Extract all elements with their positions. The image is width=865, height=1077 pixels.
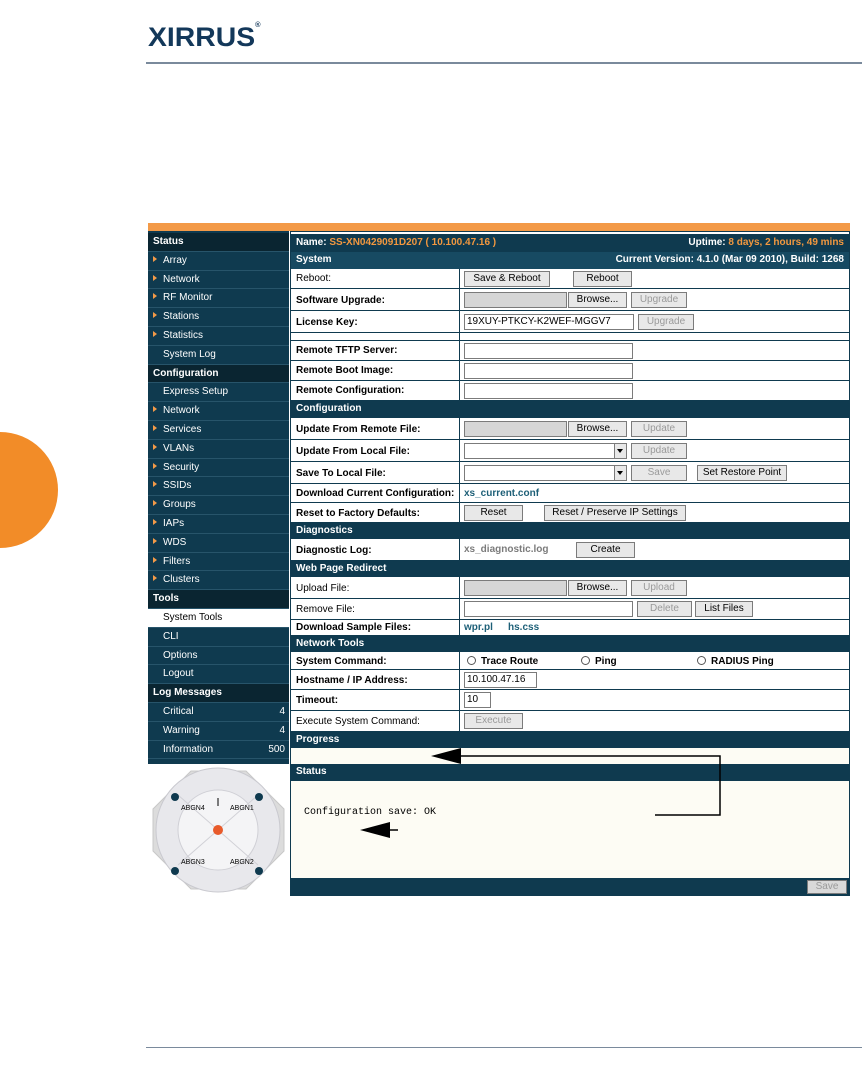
row-remote-tftp	[291, 341, 849, 361]
section-network-tools: Network Tools	[291, 636, 849, 652]
timeout-label: Timeout:	[296, 695, 339, 706]
row-update-remote	[291, 418, 849, 440]
remote-boot-label: Remote Boot Image:	[296, 365, 394, 376]
hostname-input[interactable]: 10.100.47.16	[464, 672, 537, 688]
row-remote-config	[291, 381, 849, 401]
software-upgrade-label: Software Upgrade:	[296, 295, 385, 306]
sidebar-item-stations[interactable]: Stations	[148, 308, 289, 327]
sidebar-item-statistics[interactable]: Statistics	[148, 327, 289, 346]
row-download-current	[291, 484, 849, 503]
sidebar-item-services[interactable]: Services	[148, 421, 289, 440]
uptime-value: 8 days, 2 hours, 49 mins	[728, 237, 844, 248]
sidebar-item-system-tools[interactable]: System Tools	[148, 609, 289, 628]
diagnostic-log-label: Diagnostic Log:	[296, 545, 372, 556]
save-local-select[interactable]	[464, 465, 627, 481]
chevron-down-icon	[614, 466, 626, 480]
delete-button[interactable]: Delete	[637, 601, 692, 617]
map-label-abgn1: ABGN1	[230, 805, 254, 812]
sidebar-item-config-network[interactable]: Network	[148, 402, 289, 421]
sidebar-item-cli[interactable]: CLI	[148, 628, 289, 647]
trace-route-label: Trace Route	[481, 656, 539, 667]
sidebar-item-system-log[interactable]: System Log	[148, 346, 289, 365]
sample-file-hs[interactable]: hs.css	[508, 622, 540, 633]
row-remote-boot	[291, 361, 849, 381]
map-label-abgn2: ABGN2	[230, 859, 254, 866]
execute-label: Execute System Command:	[296, 716, 420, 727]
section-status: Status	[291, 764, 849, 781]
row-upload-file	[291, 577, 849, 599]
download-current-label: Download Current Configuration:	[296, 488, 455, 499]
sidebar-item-iaps[interactable]: IAPs	[148, 515, 289, 534]
sidebar-item-security[interactable]: Security	[148, 459, 289, 478]
reset-button[interactable]: Reset	[464, 505, 523, 521]
reset-preserve-ip-button[interactable]: Reset / Preserve IP Settings	[544, 505, 686, 521]
array-map[interactable]	[148, 765, 289, 895]
software-upgrade-file[interactable]	[464, 292, 567, 308]
row-system-command	[291, 652, 849, 670]
reboot-button[interactable]: Reboot	[573, 271, 632, 287]
row-remove-file	[291, 599, 849, 620]
chevron-down-icon	[614, 444, 626, 458]
update-remote-label: Update From Remote File:	[296, 424, 421, 435]
sidebar-item-wds[interactable]: WDS	[148, 534, 289, 553]
remote-config-input[interactable]	[464, 383, 633, 399]
footer-rule	[146, 1047, 862, 1048]
license-key-input[interactable]: 19XUY-PTKCY-K2WEF-MGGV7	[464, 314, 634, 330]
row-reset-defaults	[291, 503, 849, 523]
row-diagnostic-log	[291, 539, 849, 561]
sidebar-section-status: Status	[148, 233, 289, 252]
sidebar-item-groups[interactable]: Groups	[148, 496, 289, 515]
sidebar-item-options[interactable]: Options	[148, 647, 289, 666]
section-progress: Progress	[291, 732, 849, 748]
upload-browse-button[interactable]: Browse...	[568, 580, 627, 596]
section-web-page-redirect: Web Page Redirect	[291, 561, 849, 577]
reboot-label: Reboot:	[296, 273, 332, 284]
remote-tftp-input[interactable]	[464, 343, 633, 359]
sidebar-item-network[interactable]: Network	[148, 271, 289, 290]
download-current-link[interactable]: xs_current.conf	[464, 488, 540, 499]
system-command-label: System Command:	[296, 656, 387, 667]
execute-button[interactable]: Execute	[464, 713, 523, 729]
set-restore-point-button[interactable]: Set Restore Point	[697, 465, 787, 481]
timeout-input[interactable]: 10	[464, 692, 491, 708]
xirrus-logo: XIRRUS®	[148, 22, 261, 52]
row-update-local	[291, 440, 849, 462]
status-footer-bar	[291, 878, 849, 895]
map-label-abgn3: ABGN3	[181, 859, 205, 866]
progress-callout-line	[441, 756, 720, 815]
reset-defaults-label: Reset to Factory Defaults:	[296, 508, 420, 519]
radius-ping-label: RADIUS Ping	[711, 656, 774, 667]
update-local-button[interactable]: Update	[631, 443, 687, 459]
status-message: Configuration save: OK	[304, 807, 437, 818]
status-arrow-icon	[360, 822, 390, 838]
download-samples-label: Download Sample Files:	[296, 622, 412, 633]
upload-button[interactable]: Upload	[631, 580, 687, 596]
upgrade-button[interactable]: Upgrade	[631, 292, 687, 308]
row-save-local	[291, 462, 849, 484]
sidebar-item-vlans[interactable]: VLANs	[148, 440, 289, 459]
sidebar-item-warning[interactable]: Warning 4	[148, 722, 289, 741]
spacer-row	[291, 333, 849, 341]
row-license-key	[291, 311, 849, 333]
row-reboot	[291, 269, 849, 289]
upload-file-input[interactable]	[464, 580, 567, 596]
remote-boot-input[interactable]	[464, 363, 633, 379]
section-system: System Current Version: 4.1.0 (Mar 09 2010), Build: 1268	[291, 252, 849, 269]
diagnostic-log-file: xs_diagnostic.log	[464, 544, 549, 555]
sidebar-item-rf-monitor[interactable]: RF Monitor	[148, 289, 289, 308]
hostname-label: Hostname / IP Address:	[296, 675, 408, 686]
update-local-select[interactable]	[464, 443, 627, 459]
name-uptime-bar: Name: SS-XN0429091D207 ( 10.100.47.16 ) Uptime: 8 days, 2 hours, 49 mins	[291, 234, 849, 252]
remote-config-label: Remote Configuration:	[296, 385, 405, 396]
array-name: SS-XN0429091D207 ( 10.100.47.16 )	[329, 237, 497, 248]
software-browse-button[interactable]: Browse...	[568, 292, 627, 308]
sidebar-section-tools: Tools	[148, 590, 289, 609]
row-software-upgrade	[291, 289, 849, 311]
update-local-label: Update From Local File:	[296, 446, 410, 457]
update-remote-browse-button[interactable]: Browse...	[568, 421, 627, 437]
remove-file-input[interactable]	[464, 601, 633, 617]
list-files-button[interactable]: List Files	[695, 601, 753, 617]
map-label-abgn4: ABGN4	[181, 805, 205, 812]
license-key-label: License Key:	[296, 317, 358, 328]
chapter-tab-disc	[0, 432, 58, 548]
license-upgrade-button[interactable]: Upgrade	[638, 314, 694, 330]
sidebar-section-log-messages: Log Messages	[148, 684, 289, 703]
row-timeout	[291, 690, 849, 711]
sidebar-item-array[interactable]: Array	[148, 252, 289, 271]
sidebar-item-ssids[interactable]: SSIDs	[148, 477, 289, 496]
save-reboot-button[interactable]: Save & Reboot	[464, 271, 550, 287]
upload-file-label: Upload File:	[296, 583, 350, 594]
section-diagnostics: Diagnostics	[291, 523, 849, 539]
trace-route-radio[interactable]	[467, 656, 476, 665]
status-save-button[interactable]: Save	[807, 880, 847, 894]
radius-ping-radio[interactable]	[697, 656, 706, 665]
sidebar-section-configuration: Configuration	[148, 365, 289, 384]
save-local-button[interactable]: Save	[631, 465, 687, 481]
sidebar-nav	[148, 231, 289, 764]
update-remote-button[interactable]: Update	[631, 421, 687, 437]
callout-arrows	[340, 740, 740, 850]
header-rule	[146, 62, 862, 64]
row-download-samples	[291, 620, 849, 636]
section-configuration: Configuration	[291, 401, 849, 418]
sidebar-item-critical[interactable]: Critical 4	[148, 703, 289, 722]
sidebar-item-information[interactable]: Information 500	[148, 741, 289, 760]
save-local-label: Save To Local File:	[296, 468, 386, 479]
sidebar-item-express-setup[interactable]: Express Setup	[148, 383, 289, 402]
sidebar-item-logout[interactable]: Logout	[148, 665, 289, 684]
row-execute	[291, 711, 849, 732]
sidebar-item-filters[interactable]: Filters	[148, 553, 289, 572]
sample-file-wpr[interactable]: wpr.pl	[464, 622, 493, 633]
remote-tftp-label: Remote TFTP Server:	[296, 345, 398, 356]
ping-radio[interactable]	[581, 656, 590, 665]
window-top-bar	[148, 223, 850, 231]
remove-file-label: Remove File:	[296, 604, 355, 615]
current-version: Current Version: 4.1.0 (Mar 09 2010), Build: 1268	[615, 254, 844, 265]
progress-arrow-icon	[431, 748, 461, 764]
ping-label: Ping	[595, 656, 617, 667]
create-diagnostic-button[interactable]: Create	[576, 542, 635, 558]
update-remote-file[interactable]	[464, 421, 567, 437]
row-hostname	[291, 670, 849, 690]
sidebar-item-clusters[interactable]: Clusters	[148, 571, 289, 590]
